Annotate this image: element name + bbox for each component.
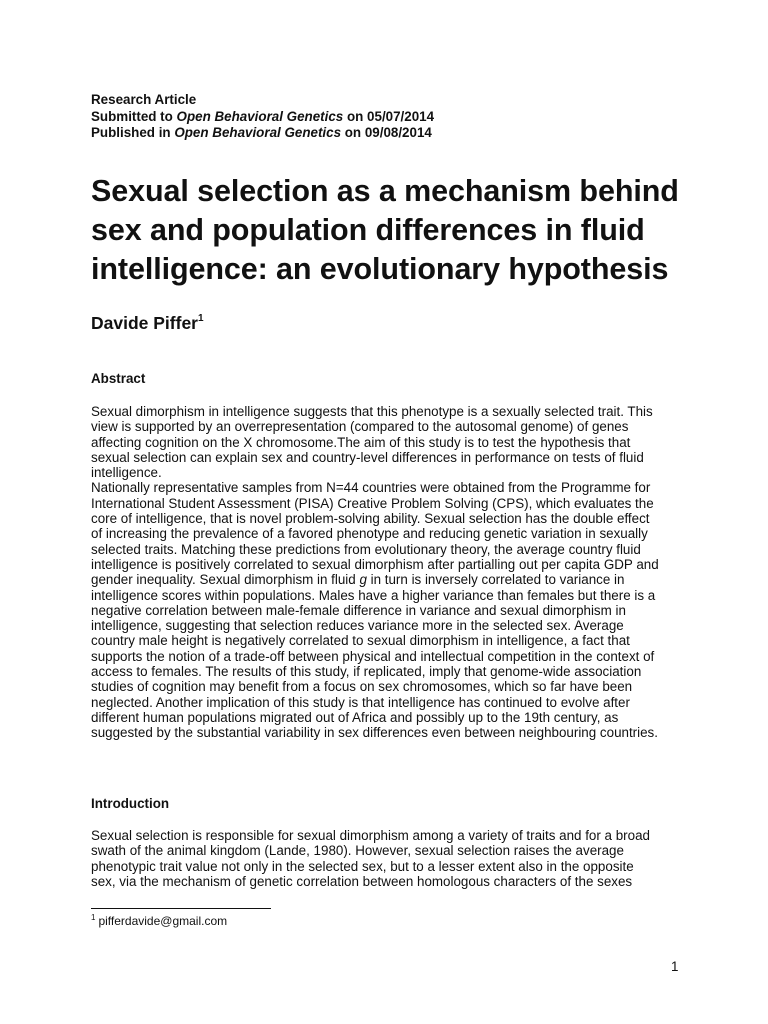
abstract-line	[91, 572, 691, 587]
abstract-line: of increasing the prevalence of a favored phenotype and reducing genetic variation in sexually	[91, 526, 648, 542]
abstract-line: Sexual dimorphism in intelligence suggests that this phenotype is a sexually selected trait. This	[91, 404, 653, 419]
submitted-date: on 05/07/2014	[343, 108, 435, 124]
abstract-line: different human populations migrated out of Africa and possibly up to the 19th century, as	[91, 709, 619, 725]
abstract-line: intelligence.	[91, 465, 162, 481]
author-email: pifferdavide@gmail.com	[98, 914, 228, 928]
publication-info	[91, 125, 434, 142]
footnote-divider	[91, 908, 271, 909]
abstract-line: neglected. Another implication of this study is that intelligence has continued to evolve after	[91, 694, 630, 710]
abstract-line: International Student Assessment (PISA) Creative Problem Solving (CPS), which evaluates the	[91, 495, 654, 511]
abstract-line: supports the notion of a trade-off between physical and intellectual competition in the context of	[91, 648, 655, 664]
introduction-line: Sexual selection is responsible for sexual dimorphism among a variety of traits and for a broad	[91, 828, 650, 843]
abstract-line: studies of cognition may benefit from a focus on sex chromosomes, which so far have been	[91, 679, 633, 695]
submission-info	[91, 109, 434, 126]
published-journal: Open Behavioral Genetics	[174, 125, 342, 140]
abstract-line: view is supported by an overrepresentation (compared to the autosomal genome) of genes	[91, 419, 629, 435]
introduction-line: phenotypic trait value not only in the selected sex, but to a lesser extent also in the opposite	[91, 858, 634, 874]
title-line: Sexual selection as a mechanism behind	[91, 174, 679, 208]
abstract-line: country male height is negatively correlated to sexual dimorphism in intelligence, a fact that	[91, 633, 630, 649]
footnote	[91, 913, 227, 928]
abstract-line: Nationally representative samples from N=44 countries were obtained from the Programme for	[91, 480, 651, 496]
submitted-prefix: Submitted to	[91, 108, 177, 124]
paper-title	[91, 172, 731, 289]
introduction-heading: Introduction	[91, 796, 170, 811]
footnote-mark: 1	[91, 913, 96, 922]
published-date: on 09/08/2014	[341, 125, 432, 140]
abstract-line: negative correlation between male-female difference in variance and sexual dimorphism in	[91, 602, 626, 618]
g-symbol: g	[359, 572, 367, 588]
introduction-line: swath of the animal kingdom (Lande, 1980). However, sexual selection raises the average	[91, 843, 624, 859]
author	[91, 313, 204, 334]
author-name: Davide Piffer	[91, 313, 198, 333]
article-metadata	[91, 92, 434, 142]
abstract-line: suggested by the substantial variability in sex differences even between neighbouring countries.	[91, 725, 658, 741]
title-line: sex and population differences in fluid	[91, 213, 645, 247]
abstract-heading: Abstract	[91, 371, 146, 386]
abstract-line: sexual selection can explain sex and country-level differences in performance on tests of fluid	[91, 449, 644, 465]
abstract-line: intelligence scores within populations. Males have a higher variance than females but there is a	[91, 587, 656, 603]
introduction-body	[91, 828, 691, 889]
published-prefix: Published in	[91, 125, 175, 140]
abstract-line: core of intelligence, that is novel problem-solving ability. Sexual selection has the double effect	[91, 511, 650, 527]
abstract-body	[91, 404, 691, 741]
title-line: intelligence: an evolutionary hypothesis	[91, 252, 669, 286]
page-number: 1	[671, 959, 679, 974]
article-type: Research Article	[91, 92, 197, 107]
abstract-line: selected traits. Matching these predictions from evolutionary theory, the average country fluid	[91, 541, 641, 557]
abstract-line: access to females. The results of this study, if replicated, imply that genome-wide association	[91, 664, 642, 680]
abstract-line-text: gender inequality. Sexual dimorphism in fluid	[91, 572, 360, 588]
abstract-line: intelligence, suggesting that selection reduces variance more in the selected sex. Average	[91, 618, 624, 634]
introduction-line: sex, via the mechanism of genetic correlation between homologous characters of the sexes	[91, 873, 633, 889]
abstract-line-text: in turn is inversely correlated to variance in	[366, 572, 625, 588]
abstract-line: affecting cognition on the X chromosome.The aim of this study is to test the hypothesis that	[91, 434, 631, 450]
submitted-journal: Open Behavioral Genetics	[176, 108, 344, 124]
author-affiliation-mark: 1	[197, 313, 204, 324]
abstract-line: intelligence is positively correlated to sexual dimorphism after partialling out per capita GDP and	[91, 556, 659, 572]
